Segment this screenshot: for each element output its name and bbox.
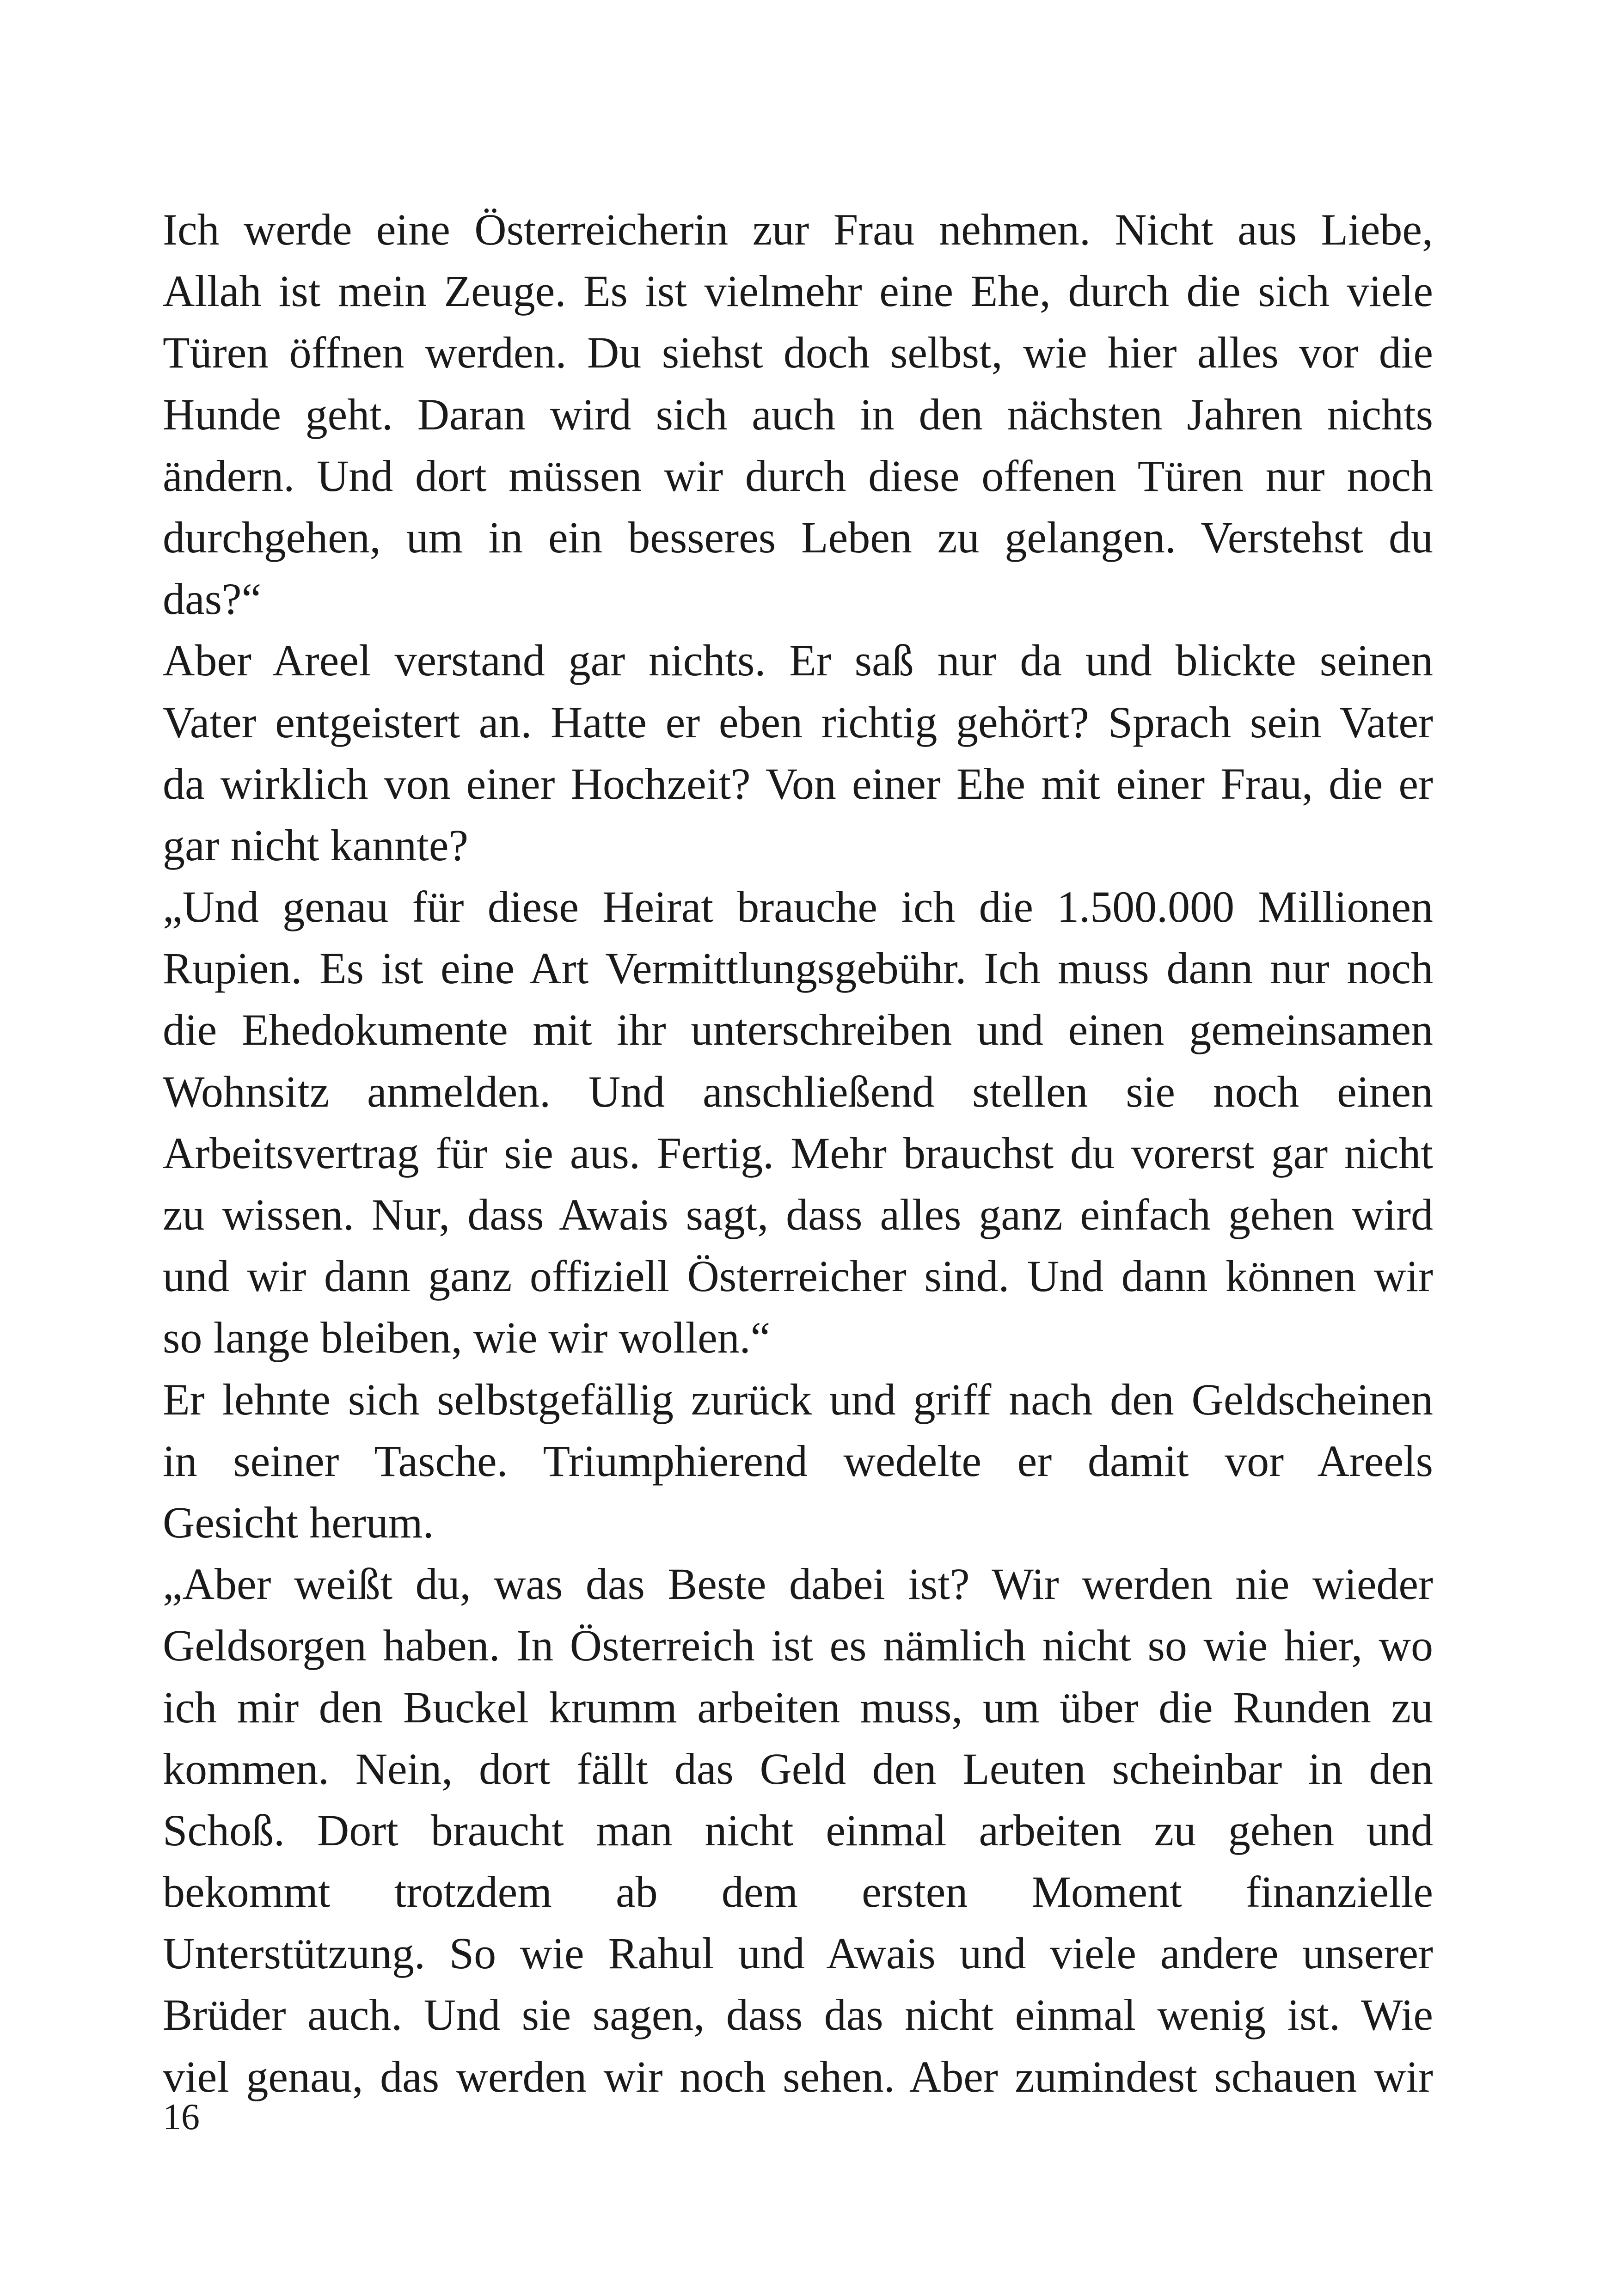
text-line: Gesicht herum. [163, 1497, 434, 1547]
text-line: ändern. Und dort müssen wir durch diese offenen Türen nur noch [163, 451, 1433, 501]
text-line: die Ehedokumente mit ihr unterschreiben und einen gemeinsamen [163, 1005, 1433, 1055]
text-line: und wir dann ganz offiziell Österreicher sind. Und dann können wir [163, 1251, 1433, 1301]
page-number: 16 [163, 2097, 200, 2137]
text-line: Vater entgeistert an. Hatte er eben richtig gehört? Sprach sein Vater [163, 697, 1433, 747]
text-line: zu wissen. Nur, dass Awais sagt, dass alles ganz einfach gehen wird [163, 1190, 1433, 1239]
text-line: Ich werde eine Österreicherin zur Frau nehmen. Nicht aus Liebe, [163, 205, 1433, 254]
text-line: Aber Areel verstand gar nichts. Er saß nur da und blickte seinen [163, 636, 1433, 686]
text-line: bekommt trotzdem ab dem ersten Moment finanzielle [163, 1867, 1433, 1917]
text-line: gar nicht kannte? [163, 820, 469, 870]
text-line: Arbeitsvertrag für sie aus. Fertig. Mehr brauchst du vorerst gar nicht [163, 1128, 1433, 1178]
text-line: da wirklich von einer Hochzeit? Von einer Ehe mit einer Frau, die er [163, 759, 1433, 808]
text-line: viel genau, das werden wir noch sehen. Aber zumindest schauen wir [163, 2051, 1433, 2101]
text-line: Geldsorgen haben. In Österreich ist es nämlich nicht so wie hier, wo [163, 1621, 1433, 1671]
text-line: Hunde geht. Daran wird sich auch in den nächsten Jahren nichts [163, 389, 1433, 439]
text-line: in seiner Tasche. Triumphierend wedelte er damit vor Areels [163, 1436, 1433, 1486]
text-line: das?“ [163, 574, 262, 624]
text-line: „Und genau für diese Heirat brauche ich die 1.500.000 Millionen [163, 882, 1433, 932]
text-line: ich mir den Buckel krumm arbeiten muss, um über die Runden zu [163, 1682, 1433, 1732]
text-line: Türen öffnen werden. Du siehst doch selbst, wie hier alles vor die [163, 328, 1433, 378]
text-line: Unterstützung. So wie Rahul und Awais und viele andere unserer [163, 1929, 1433, 1978]
text-line: Allah ist mein Zeuge. Es ist vielmehr eine Ehe, durch die sich viele [163, 266, 1433, 316]
text-line: Wohnsitz anmelden. Und anschließend stellen sie noch einen [163, 1066, 1433, 1116]
text-line: Er lehnte sich selbstgefällig zurück und griff nach den Geldscheinen [163, 1374, 1433, 1424]
text-line: so lange bleiben, wie wir wollen.“ [163, 1313, 771, 1363]
text-line: Brüder auch. Und sie sagen, dass das nicht einmal wenig ist. Wie [163, 1990, 1433, 2040]
text-line: „Aber weißt du, was das Beste dabei ist? Wir werden nie wieder [163, 1559, 1433, 1609]
text-line: Schoß. Dort braucht man nicht einmal arbeiten zu gehen und [163, 1805, 1433, 1855]
text-line: durchgehen, um in ein besseres Leben zu gelangen. Verstehst du [163, 512, 1433, 562]
text-line: Rupien. Es ist eine Art Vermittlungsgebühr. Ich muss dann nur noch [163, 943, 1433, 993]
text-line: kommen. Nein, dort fällt das Geld den Leuten scheinbar in den [163, 1744, 1433, 1794]
body-text [163, 199, 1433, 2107]
